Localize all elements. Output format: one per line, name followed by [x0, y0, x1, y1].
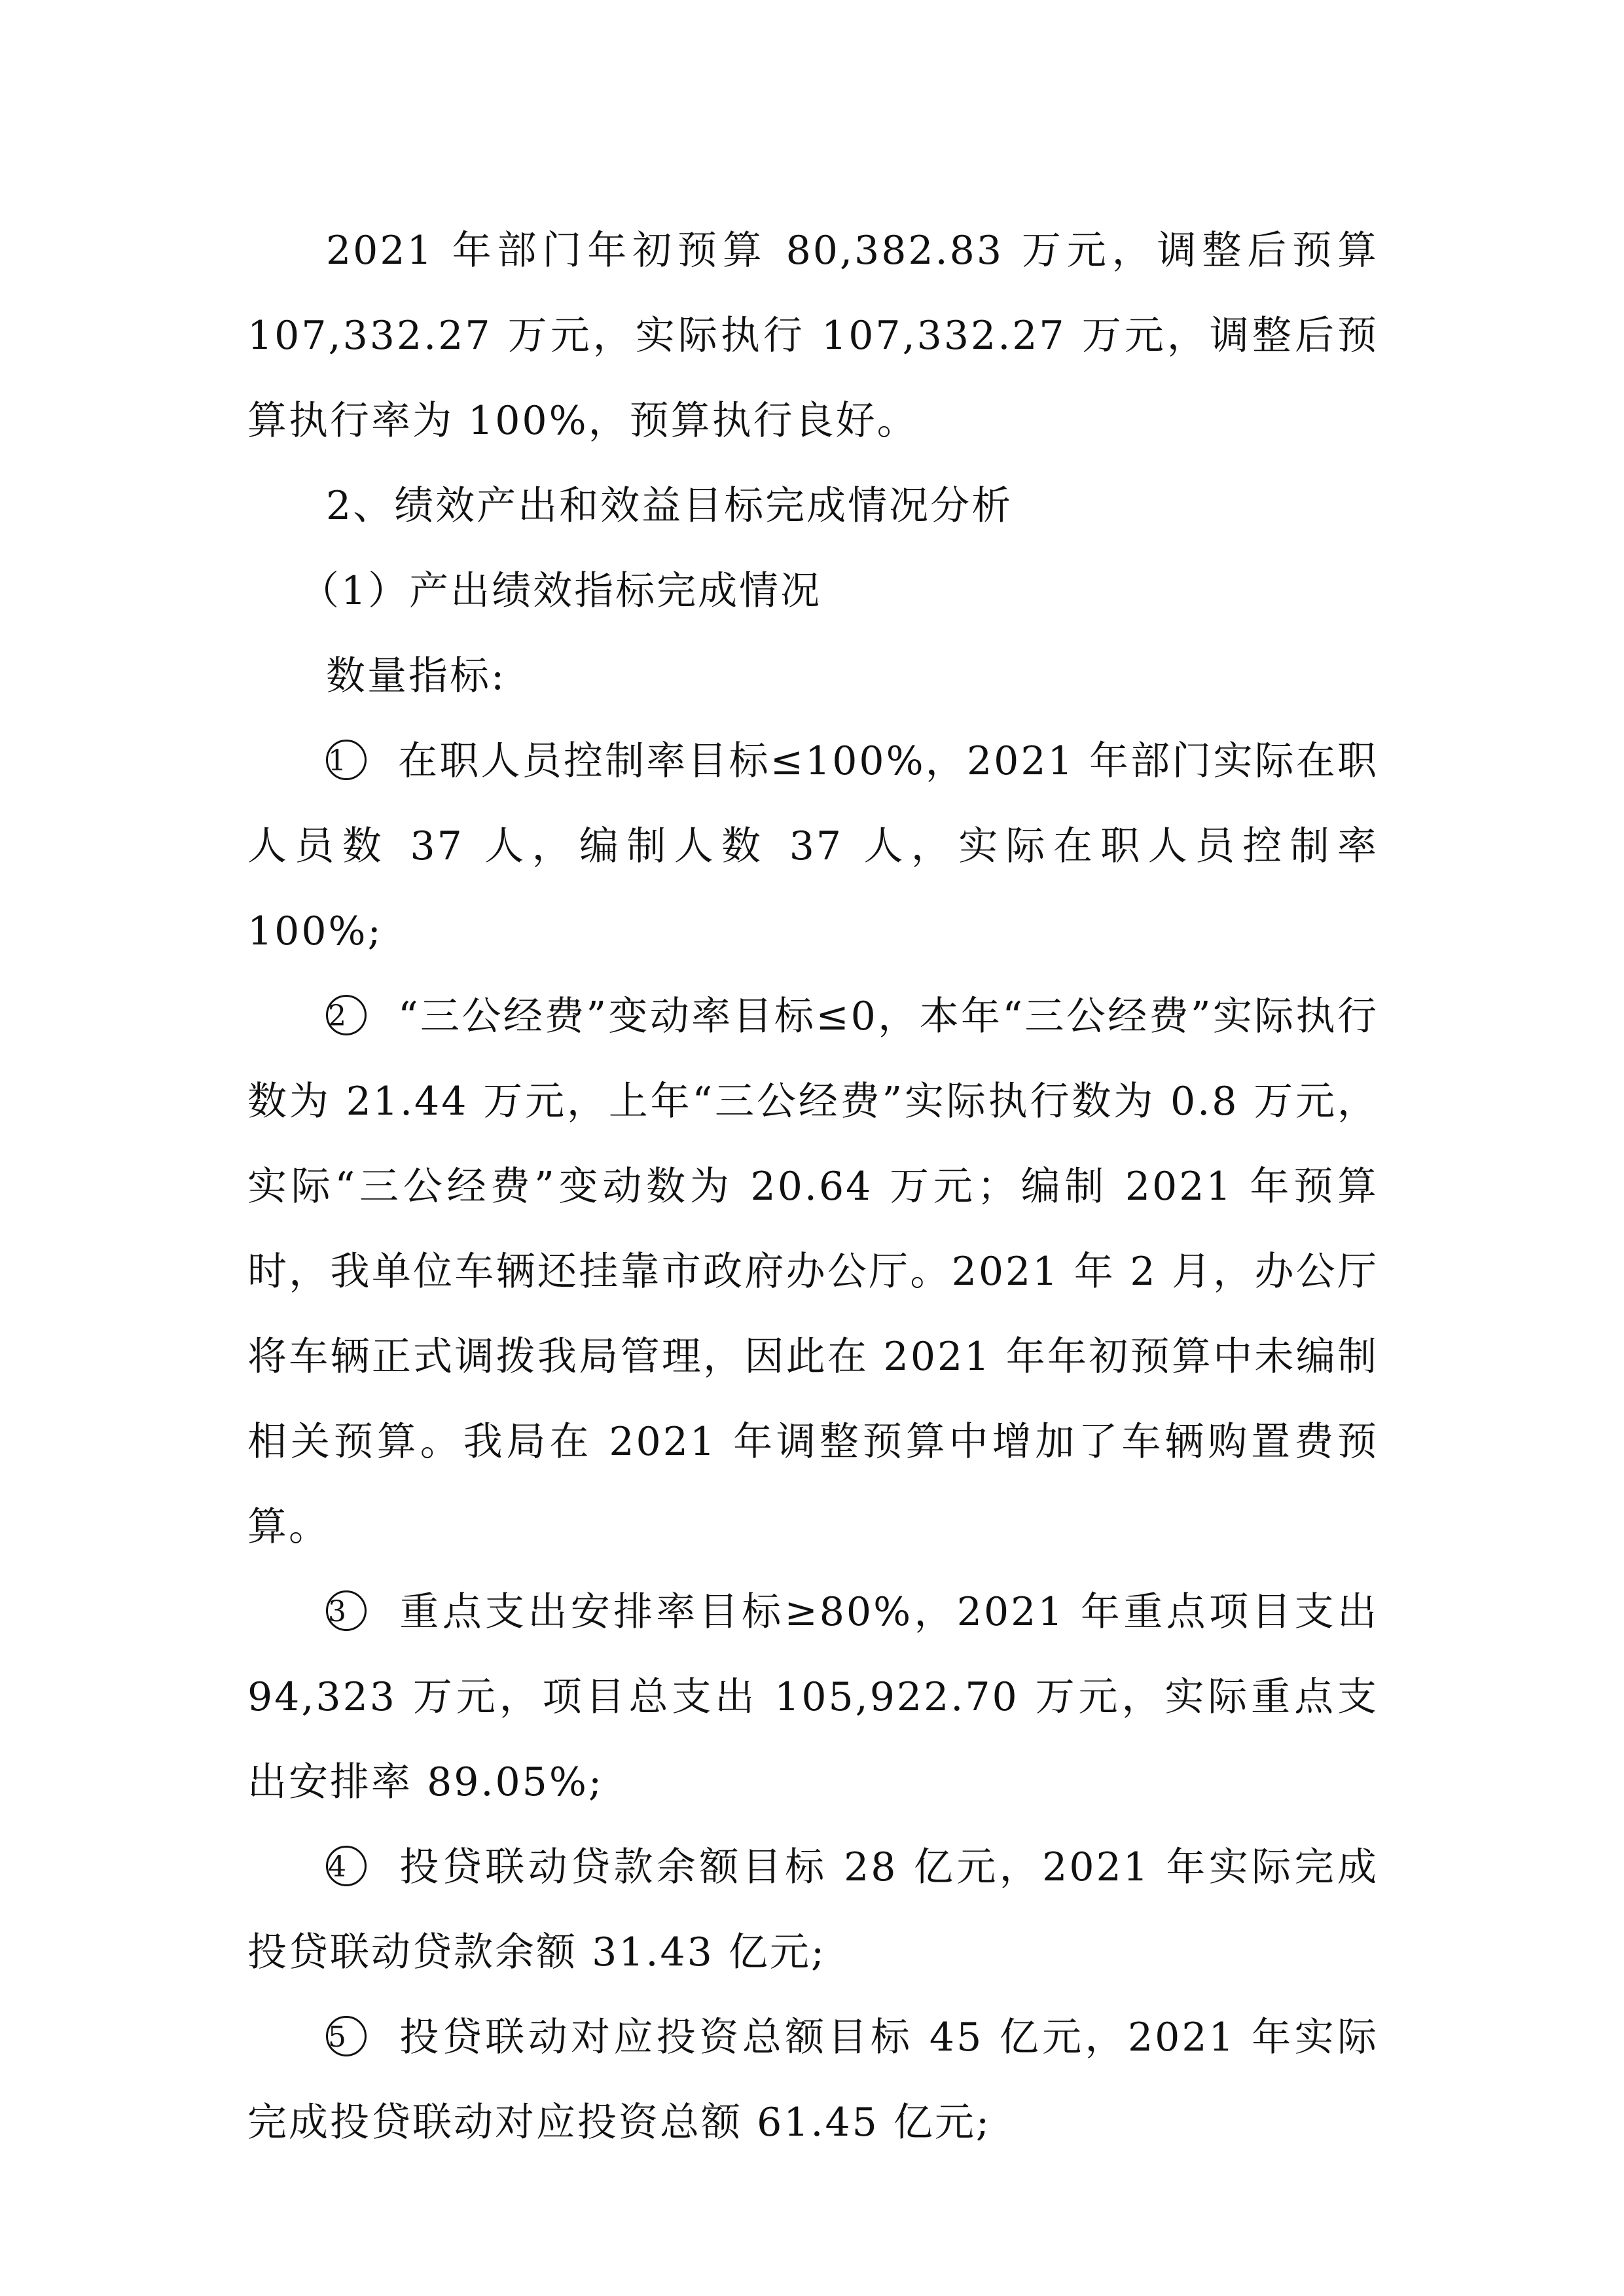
item-text-5: 投贷联动对应投资总额目标 45 亿元，2021 年实际完成投贷联动对应投资总额 61.45 亿元; — [247, 2015, 1379, 2145]
item-number-2: 2 — [326, 995, 367, 1035]
item-number-5: 5 — [326, 2016, 367, 2056]
item-text-4: 投贷联动贷款余额目标 28 亿元，2021 年实际完成投贷联动贷款余额 31.43 亿元; — [247, 1844, 1379, 1975]
section-heading-performance: 2、绩效产出和效益目标完成情况分析 — [326, 483, 1013, 529]
subsection-heading-output: （1）产出绩效指标完成情况 — [300, 568, 822, 614]
list-item — [247, 1570, 1379, 1825]
list-item — [247, 1825, 1379, 1995]
list-item — [247, 974, 1379, 1570]
quantity-indicators-label: 数量指标: — [326, 653, 507, 699]
item-text-2: “三公经费”变动率目标≤0，本年“三公经费”实际执行数为 21.44 万元，上年“三公经费”实际执行数为 0.8 万元，实际“三公经费”变动数为 20.64 万元；编制 2021 年预算时，我单位车辆还挂靠市政府办公厅。2021 年 2 月，办公厅将车辆正式调拨我局管理，因此在 2021 年年初预算中未编制相关预算。我局在 2021 年调整预算中增加了车辆购置费预算。 — [247, 994, 1379, 1550]
budget-paragraph: 2021 年部门年初预算 80,382.83 万元，调整后预算107,332.27 万元，实际执行 107,332.27 万元，调整后预算执行率为 100%，预算执行良好。 — [247, 228, 1379, 444]
item-number-4: 4 — [326, 1846, 367, 1886]
item-number-3: 3 — [326, 1590, 367, 1631]
document-page — [247, 208, 1379, 2165]
item-text-3: 重点支出安排率目标≥80%，2021 年重点项目支出 94,323 万元，项目总支出 105,922.70 万元，实际重点支出安排率 89.05%; — [247, 1589, 1379, 1805]
item-text-1: 在职人员控制率目标≤100%，2021 年部门实际在职人员数 37 人，编制人数 37 人，实际在职人员控制率 100%; — [247, 738, 1379, 954]
list-item — [247, 719, 1379, 974]
list-item — [247, 1995, 1379, 2165]
item-number-1: 1 — [326, 740, 367, 780]
